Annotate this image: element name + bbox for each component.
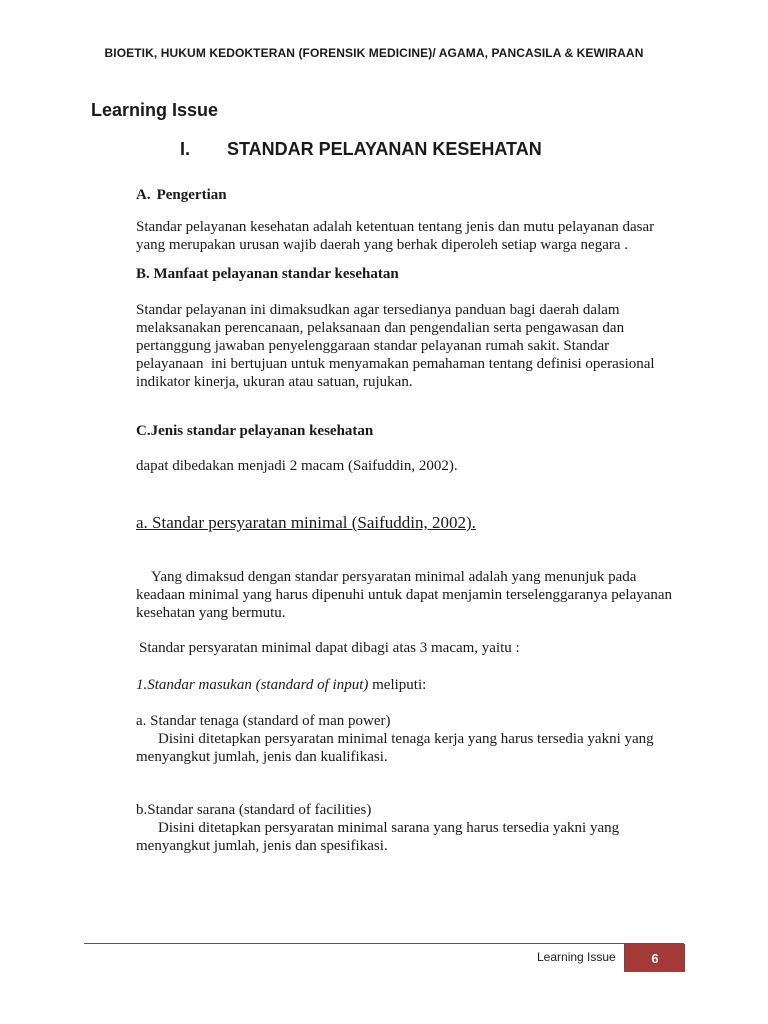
text-line: Standar pelayanan ini dimaksudkan agar tersedianya panduan bagi daerah dalam: [136, 302, 620, 318]
text-line: dapat dibedakan menjadi 2 macam (Saifuddin, 2002).: [136, 458, 458, 474]
text-line: kesehatan yang bermutu.: [136, 605, 286, 621]
text-line: Yang dimaksud dengan standar persyaratan minimal adalah yang menunjuk pada: [151, 569, 637, 585]
list-item-title: b.Standar sarana (standard of facilities): [136, 802, 372, 818]
subheading-standar-minimal: a. Standar persyaratan minimal (Saifuddin, 2002).: [136, 513, 476, 532]
footer-rule: [84, 943, 684, 944]
document-heading: Learning Issue: [91, 100, 219, 120]
text-line: indikator kinerja, ukuran atau satuan, rujukan.: [136, 374, 413, 390]
page-number-badge: [625, 944, 685, 972]
text-line: Standar pelayanan kesehatan adalah ketentuan tentang jenis dan mutu pelayanan dasar: [136, 219, 655, 235]
text-span: meliputi:: [368, 677, 427, 693]
list-item-standar-tenaga: [136, 712, 696, 766]
text-line: pertanggung jawaban penyelenggaraan standar pelayanan rumah sakit. Standar: [136, 338, 610, 354]
paragraph-dibagi: [136, 639, 696, 657]
subheading-text: Pengertian: [156, 187, 227, 203]
section-number: I.: [180, 139, 191, 159]
paragraph-manfaat: [136, 301, 696, 391]
list-heading-standar-masukan: [136, 677, 426, 694]
text-line: yang merupakan urusan wajib daerah yang berhak diperoleh setiap warga negara .: [136, 237, 629, 253]
text-line: melaksanakan perencanaan, pelaksanaan dan pengendalian serta pengawasan dan: [136, 320, 625, 336]
running-header: BIOETIK, HUKUM KEDOKTERAN (FORENSIK MEDICINE)/ AGAMA, PANCASILA & KEWIRAAN: [104, 46, 644, 60]
paragraph-pengertian: [136, 218, 696, 254]
text-line: Disini ditetapkan persyaratan minimal sarana yang harus tersedia yakni yang: [158, 820, 620, 836]
list-item-standar-sarana: [136, 801, 696, 855]
footer-label: Learning Issue: [537, 950, 616, 964]
subheading-pengertian: [136, 187, 227, 204]
paragraph-jenis: [136, 457, 696, 475]
text-line: menyangkut jumlah, jenis dan kualifikasi.: [136, 749, 388, 765]
page-number: 6: [651, 950, 659, 966]
text-line: Standar persyaratan minimal dapat dibagi atas 3 macam, yaitu :: [139, 640, 520, 656]
paragraph-standar-minimal: [136, 568, 696, 622]
section-title-text: STANDAR PELAYANAN KESEHATAN: [227, 139, 542, 159]
text-line: pelayanaan ini bertujuan untuk menyamakan pemahaman tentang definisi operasional: [136, 356, 655, 372]
italic-term: 1.Standar masukan (standard of input): [136, 677, 369, 693]
subheading-jenis: C.Jenis standar pelayanan kesehatan: [136, 423, 374, 439]
subheading-letter: A.: [136, 187, 151, 203]
text-line: keadaan minimal yang harus dipenuhi untuk dapat menjamin terselenggaranya pelayanan: [136, 587, 673, 603]
text-line: menyangkut jumlah, jenis dan spesifikasi.: [136, 838, 388, 854]
list-item-title: a. Standar tenaga (standard of man power): [136, 713, 391, 729]
subheading-manfaat: B. Manfaat pelayanan standar kesehatan: [136, 266, 399, 282]
section-title: [180, 139, 542, 160]
text-line: Disini ditetapkan persyaratan minimal tenaga kerja yang harus tersedia yakni yang: [158, 731, 654, 747]
